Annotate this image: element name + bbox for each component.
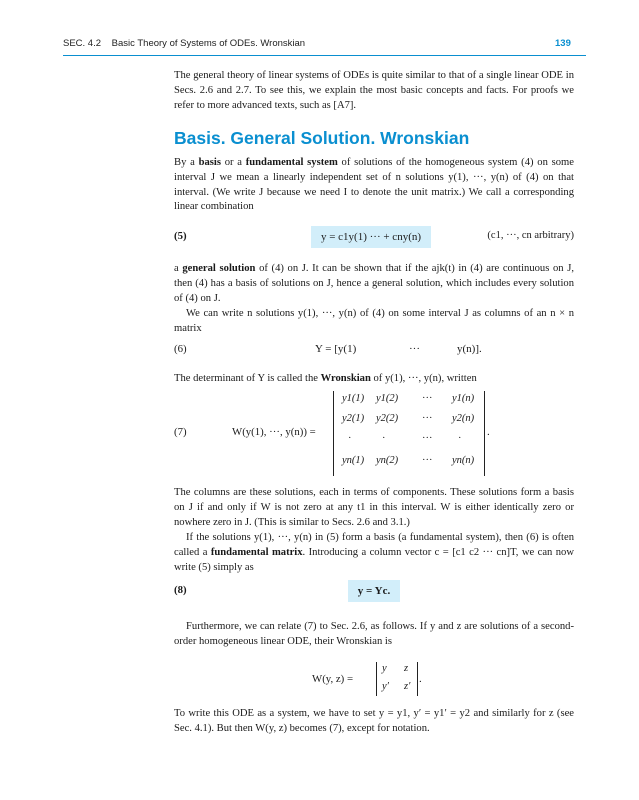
matrix-cell: y1(n): [452, 393, 475, 404]
wronskian-lhs: W(y(1), ···, y(n)) =: [232, 426, 316, 438]
matrix-cell: yn(2): [376, 455, 399, 466]
section-running-title: Basic Theory of Systems of ODEs. Wronskian: [111, 38, 306, 49]
matrix-cell: yn(1): [342, 455, 365, 466]
columns-paragraph: We can write n solutions y(1), ···, y(n) of (4) on some interval J as columns of an n × n matrix: [174, 308, 574, 334]
matrix-cell: ·: [348, 433, 352, 444]
matrix-cell: y: [382, 663, 387, 674]
matrix-cell: yn(n): [452, 455, 475, 466]
matrix-cell: y1(2): [376, 393, 399, 404]
equation-dots: ···: [409, 343, 420, 355]
matrix-cell: ···: [422, 433, 433, 444]
equation-right: y(n)].: [457, 343, 482, 355]
equation-w2-period: .: [419, 673, 422, 685]
matrix-cell: ···: [422, 393, 433, 404]
matrix-cell: ···: [422, 455, 433, 466]
equation-7-number: (7): [174, 426, 187, 438]
matrix-cell: z′: [404, 681, 411, 692]
section-heading: Basis. General Solution. Wronskian: [174, 128, 470, 148]
equation-note: (c1, ···, cn arbitrary): [487, 230, 574, 241]
equation-number: (6): [174, 343, 187, 355]
matrix-cell: ·: [382, 433, 386, 444]
matrix-cell: ···: [422, 413, 433, 424]
equation-number: (5): [174, 230, 187, 242]
intro-paragraph: The general theory of linear systems of ODEs is quite similar to that of a single linear ODE in Secs. 2.6 and 2.7. To see this, we explain the most basic concepts and facts. For proofs we refer to more advanced texts, such as [A7].: [174, 70, 574, 111]
matrix-cell: y′: [382, 681, 389, 692]
equation-formula: y = Yc.: [348, 580, 400, 602]
matrix-cell: y2(1): [342, 413, 365, 424]
page-number: 139: [555, 38, 571, 49]
equation-formula: y = c1y(1) ··· + cny(n): [311, 226, 431, 248]
header-rule: [63, 55, 586, 56]
term-general-solution: general solution: [182, 263, 256, 274]
equation-left: Y = [y(1): [315, 343, 357, 355]
term-wronskian: Wronskian: [320, 373, 371, 384]
wronskian-2x2-determinant: [376, 662, 418, 696]
general-solution-paragraph: a general solution of (4) on J. It can be shown that if the ajk(t) in (4) are continuous on J, then (4) has a basis of solutions on J, hence a general solution, which includes every solution of (4) on J.: [174, 263, 574, 304]
matrix-cell: y2(n): [452, 413, 475, 424]
running-header: [0, 30, 639, 66]
term-basis: basis: [198, 157, 221, 168]
equation-5: [174, 226, 574, 248]
equation-6: [174, 339, 574, 361]
wronskian-2x2-lhs: W(y, z) =: [312, 673, 354, 685]
columns-basis-paragraph: The columns are these solutions, each in terms of components. These solutions form a basis on J if and only if W is not zero at any t1 in this interval. W is either identically zero or nowhere zero in J. (This is similar to Secs. 2.6 and 3.1.): [174, 487, 574, 528]
equation-number: (8): [174, 584, 187, 596]
fundamental-matrix-paragraph: If the solutions y(1), ···, y(n) in (5) form a basis (a fundamental system), then (6) is often called a fundamental matrix. Introducing a column vector c = [c1 c2 ··· cn]T, we can now write (5) simply as: [174, 532, 574, 573]
determinant-paragraph: The determinant of Y is called the Wronskian of y(1), ···, y(n), written: [174, 373, 477, 384]
equation-7-period: .: [487, 426, 490, 438]
matrix-cell: z: [404, 663, 409, 674]
matrix-cell: ·: [458, 433, 462, 444]
equation-8: [174, 580, 574, 602]
basis-paragraph: By a basis or a fundamental system of solutions of the homogeneous system (4) on some interval J we mean a linearly independent set of n solutions y(1), ···, y(n) of (4) on that interval. (We write J because we need I to denote the unit matrix.) We call a corresponding linear combination: [174, 157, 574, 213]
relate-paragraph: Furthermore, we can relate (7) to Sec. 2.6, as follows. If y and z are solutions of a second-order homogeneous linear ODE, their Wronskian is: [174, 621, 574, 647]
final-paragraph: To write this ODE as a system, we have to set y = y1, y′ = y1′ = y2 and similarly for z (see Sec. 4.1). But then W(y, z) becomes (7), except for notation.: [174, 708, 574, 734]
section-label: SEC. 4.2: [63, 38, 102, 49]
term-fundamental-matrix: fundamental matrix: [210, 546, 303, 558]
term-fundamental-system: fundamental system: [245, 157, 338, 168]
wronskian-determinant: [333, 391, 485, 476]
matrix-cell: y2(2): [376, 413, 399, 424]
matrix-cell: y1(1): [342, 393, 365, 404]
